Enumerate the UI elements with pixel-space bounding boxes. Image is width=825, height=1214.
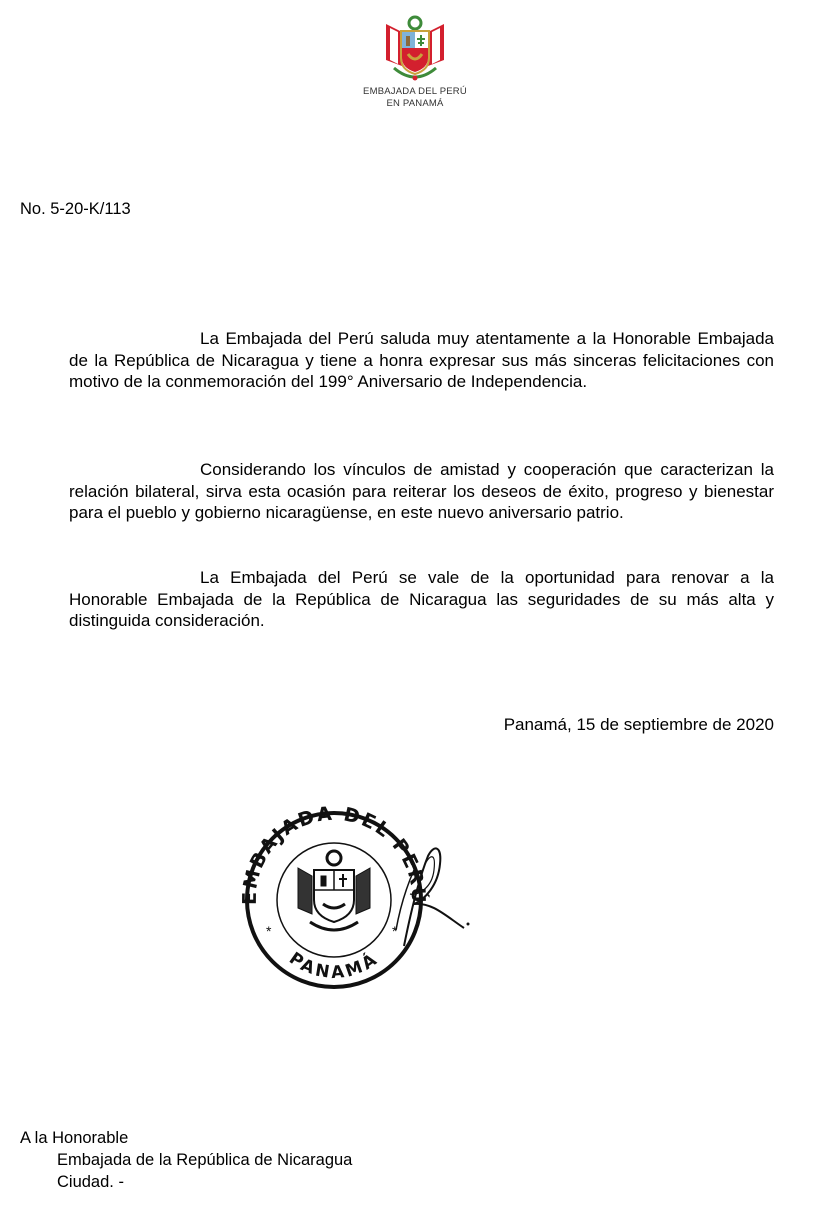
seal-star-left: *: [266, 923, 272, 939]
seal-top-text: EMBAJADA DEL PERÚ: [238, 802, 430, 906]
reference-number: No. 5-20-K/113: [20, 200, 131, 218]
coat-of-arms-icon: [380, 14, 450, 86]
address-line-3: Ciudad. -: [57, 1173, 124, 1191]
date-line: Panamá, 15 de septiembre de 2020: [503, 715, 774, 734]
address-line-1: A la Honorable: [20, 1129, 129, 1147]
paragraph-3: La Embajada del Perú se vale de la oportunidad para renovar a la Honorable Embajada de la República de Nicaragua las seguridades de su más alta y distinguida consideración.: [69, 568, 774, 630]
paragraph-2: Considerando los vínculos de amistad y cooperación que caracterizan la relación bilateral, sirva esta ocasión para reiterar los deseos de éxito, progreso y bienestar para el pueblo y gobierno nicaragüense, en este nuevo aniversario patrio.: [69, 460, 774, 522]
letterhead-line-2: EN PANAMÁ: [386, 98, 444, 109]
embassy-seal: [228, 796, 478, 996]
letterhead-line-1: EMBAJADA DEL PERÚ: [363, 86, 467, 97]
seal-star-right: *: [392, 923, 398, 939]
address-line-2: Embajada de la República de Nicaragua: [57, 1151, 353, 1169]
seal-bottom-text: PANAMÁ: [285, 948, 383, 984]
svg-text:PANAMÁ: [285, 947, 383, 983]
recipient-address: [20, 1127, 352, 1193]
paragraph-1: La Embajada del Perú saluda muy atentamente a la Honorable Embajada de la República de Nicaragua y tiene a honra expresar sus más sinceras felicitaciones con motivo de la conmemoración del 199° Aniversario de Independencia.: [69, 329, 774, 391]
seal-coat-of-arms-icon: [298, 851, 370, 930]
letterhead: [330, 14, 500, 110]
